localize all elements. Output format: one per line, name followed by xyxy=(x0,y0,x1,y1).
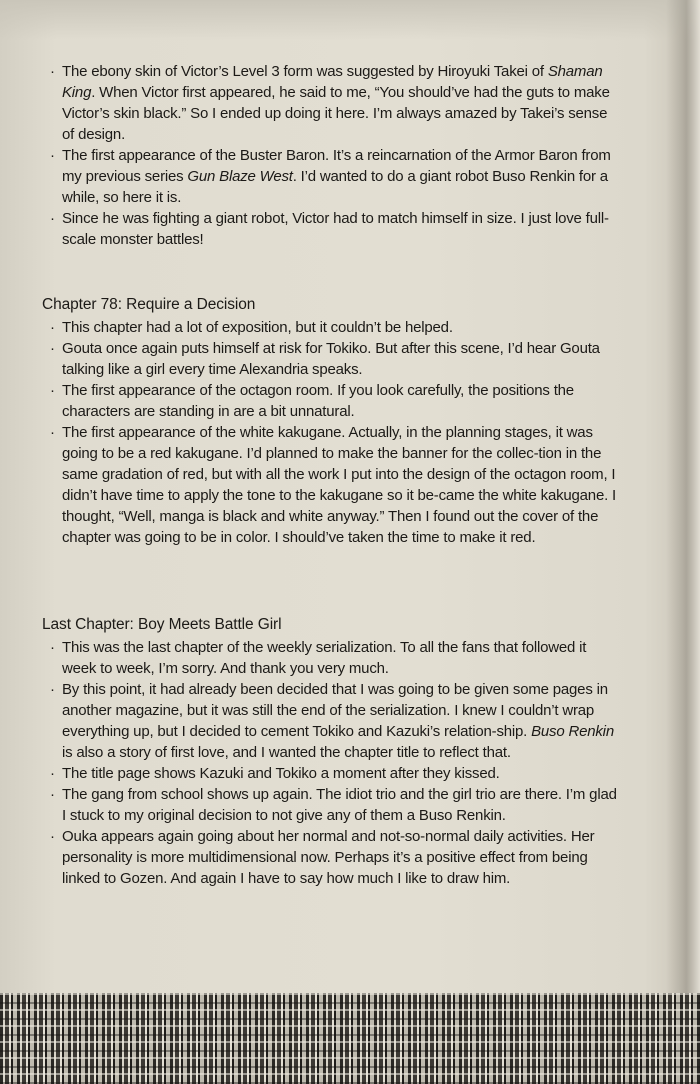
list-item xyxy=(0,637,660,679)
list-item xyxy=(0,338,660,380)
bullet-text: The ebony skin of Victor’s Level 3 form was suggested by Hiroyuki Takei of xyxy=(62,63,548,80)
list-item xyxy=(0,380,660,422)
bullet-text: The first appearance of the octagon room. If you look carefully, the positions the characters are standing in are a bit unnatural. xyxy=(62,382,574,420)
bullet-mark: · xyxy=(50,382,55,399)
bullet-text: Ouka appears again going about her normal and not-so-normal daily activities. Her personality is more multidimensional now. Perhaps it’s a positive effect from being linked to Gozen. And again I have to say how much I like to draw him. xyxy=(62,828,595,887)
series-title: Gun Blaze West xyxy=(187,168,293,185)
bullet-mark: · xyxy=(50,828,55,845)
list-item xyxy=(0,317,660,338)
bullet-mark: · xyxy=(50,63,55,80)
bullet-mark: · xyxy=(50,765,55,782)
bullet-mark: · xyxy=(50,210,55,227)
list-item xyxy=(0,784,660,826)
bullet-text: Gouta once again puts himself at risk for Tokiko. But after this scene, I’d hear Gouta talking like a girl every time Alexandria speaks. xyxy=(62,340,600,378)
bullet-mark: · xyxy=(50,319,55,336)
bullet-text: The gang from school shows up again. The idiot trio and the girl trio are there. I’m glad I stuck to my original decision to not give any of them a Buso Renkin. xyxy=(62,786,617,824)
section-chapter-78 xyxy=(0,317,660,548)
list-item xyxy=(0,145,660,208)
bullet-list xyxy=(0,317,660,548)
last-chapter-heading: Last Chapter: Boy Meets Battle Girl xyxy=(42,616,282,633)
bullet-text: . When Victor first appeared, he said to me, “You should’ve had the guts to make Victor’s skin black.” So I ended up doing it here. I’m always amazed by Takei’s sense of design. xyxy=(62,84,610,143)
bullet-mark: · xyxy=(50,681,55,698)
book-gutter-edge xyxy=(666,0,700,1000)
list-item xyxy=(0,763,660,784)
bullet-text: By this point, it had already been decided that I was going to be given some pages in another magazine, but it was still the end of the serialization. I knew I couldn’t wrap everything up, but I decided to cement Tokiko and Kazuki’s relation-ship. xyxy=(62,681,608,740)
list-item xyxy=(0,208,660,250)
bullet-mark: · xyxy=(50,340,55,357)
section-last-chapter xyxy=(0,637,660,889)
list-item xyxy=(0,422,660,548)
list-item xyxy=(0,679,660,763)
decorative-border-pattern xyxy=(0,993,700,1084)
list-item xyxy=(0,61,660,145)
bullet-mark: · xyxy=(50,147,55,164)
bullet-list xyxy=(0,637,660,889)
bullet-text: is also a story of first love, and I wanted the chapter title to reflect that. xyxy=(62,744,511,761)
series-title: Shaman King xyxy=(62,63,603,101)
bullet-text: The first appearance of the white kakugane. Actually, in the planning stages, it was going to be a red kakugane. I’d planned to make the banner for the collec-tion in the same gradation of red, but with all the work I put into the design of the octagon room, I didn’t have time to apply the tone to the kakugane so it be-came the white kakugane. I thought, “Well, manga is black and white anyway.” Then I found out the cover of the chapter was going to be in color. I should’ve taken the time to make it red. xyxy=(62,424,616,546)
section-victor-notes xyxy=(0,61,660,250)
series-title: Buso Renkin xyxy=(531,723,614,740)
bullet-mark: · xyxy=(50,424,55,441)
top-shadow xyxy=(0,0,700,40)
bullet-text: The title page shows Kazuki and Tokiko a moment after they kissed. xyxy=(62,765,500,782)
bullet-mark: · xyxy=(50,639,55,656)
bullet-list xyxy=(0,61,660,250)
bullet-text: This chapter had a lot of exposition, but it couldn’t be helped. xyxy=(62,319,453,336)
bullet-text: This was the last chapter of the weekly serialization. To all the fans that followed it week to week, I’m sorry. And thank you very much. xyxy=(62,639,587,677)
bullet-text: . I’d wanted to do a giant robot Buso Renkin for a while, so here it is. xyxy=(62,168,608,206)
bullet-text: Since he was fighting a giant robot, Victor had to match himself in size. I just love full-scale monster battles! xyxy=(62,210,609,248)
chapter-78-heading: Chapter 78: Require a Decision xyxy=(42,296,256,313)
bullet-mark: · xyxy=(50,786,55,803)
list-item xyxy=(0,826,660,889)
bullet-text: The first appearance of the Buster Baron. It’s a reincarnation of the Armor Baron from my previous series xyxy=(62,147,611,185)
